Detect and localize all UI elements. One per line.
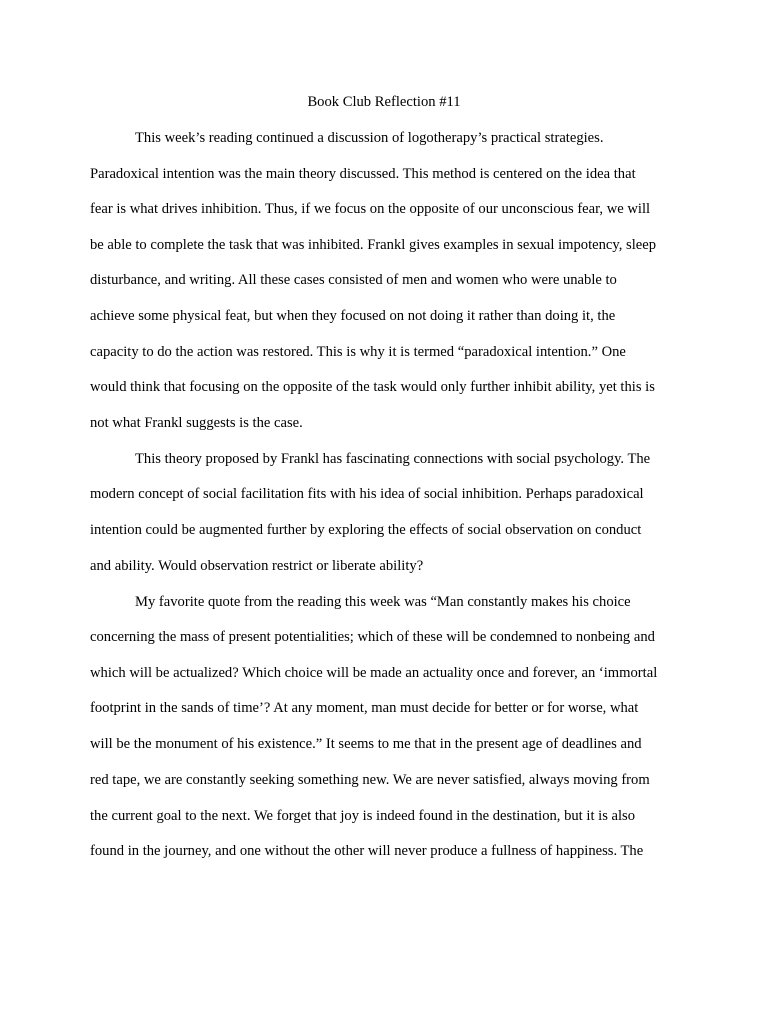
paragraph-1-line-6: achieve some physical feat, but when they focused on not doing it rather than doing it, the — [90, 308, 616, 324]
paragraph-3-line-8: found in the journey, and one without the other will never produce a fullness of happiness. The — [90, 843, 644, 859]
paragraph-1-line-5: disturbance, and writing. All these cases consisted of men and women who were unable to — [90, 272, 617, 288]
paragraph-1-line-3: fear is what drives inhibition. Thus, if we focus on the opposite of our unconscious fear, we will — [90, 201, 651, 217]
paragraph-3-line-6: red tape, we are constantly seeking something new. We are never satisfied, always moving from — [90, 772, 650, 788]
paragraph-3-line-2: concerning the mass of present potentialities; which of these will be condemned to nonbeing and — [90, 629, 655, 645]
paragraph-1-line-1: This week’s reading continued a discussion of logotherapy’s practical strategies. — [135, 130, 604, 146]
paragraph-1-line-2: Paradoxical intention was the main theory discussed. This method is centered on the idea that — [90, 166, 636, 182]
paragraph-3-line-7: the current goal to the next. We forget that joy is indeed found in the destination, but it is also — [90, 808, 636, 824]
paragraph-1-line-8: would think that focusing on the opposite of the task would only further inhibit ability, yet this is — [90, 379, 655, 395]
paragraph-1-line-4: be able to complete the task that was inhibited. Frankl gives examples in sexual impotency, sleep — [90, 237, 657, 253]
paragraph-3-line-5: will be the monument of his existence.” It seems to me that in the present age of deadlines and — [90, 736, 642, 752]
paragraph-1-line-9: not what Frankl suggests is the case. — [90, 415, 303, 431]
paragraph-2-line-1: This theory proposed by Frankl has fascinating connections with social psychology. The — [135, 451, 651, 467]
paragraph-1-line-7: capacity to do the action was restored. This is why it is termed “paradoxical intention.” One — [90, 344, 626, 360]
paragraph-2-line-4: and ability. Would observation restrict or liberate ability? — [90, 558, 424, 574]
paragraph-3-line-4: footprint in the sands of time’? At any moment, man must decide for better or for worse, what — [90, 700, 639, 716]
paragraph-2-line-3: intention could be augmented further by exploring the effects of social observation on conduct — [90, 522, 642, 538]
paragraph-2-line-2: modern concept of social facilitation fits with his idea of social inhibition. Perhaps paradoxical — [90, 486, 644, 502]
document-title: Book Club Reflection #11 — [307, 94, 461, 110]
paragraph-3-line-3: which will be actualized? Which choice will be made an actuality once and forever, an ‘immortal — [90, 665, 658, 681]
paragraph-3-line-1: My favorite quote from the reading this week was “Man constantly makes his choice — [135, 594, 631, 610]
